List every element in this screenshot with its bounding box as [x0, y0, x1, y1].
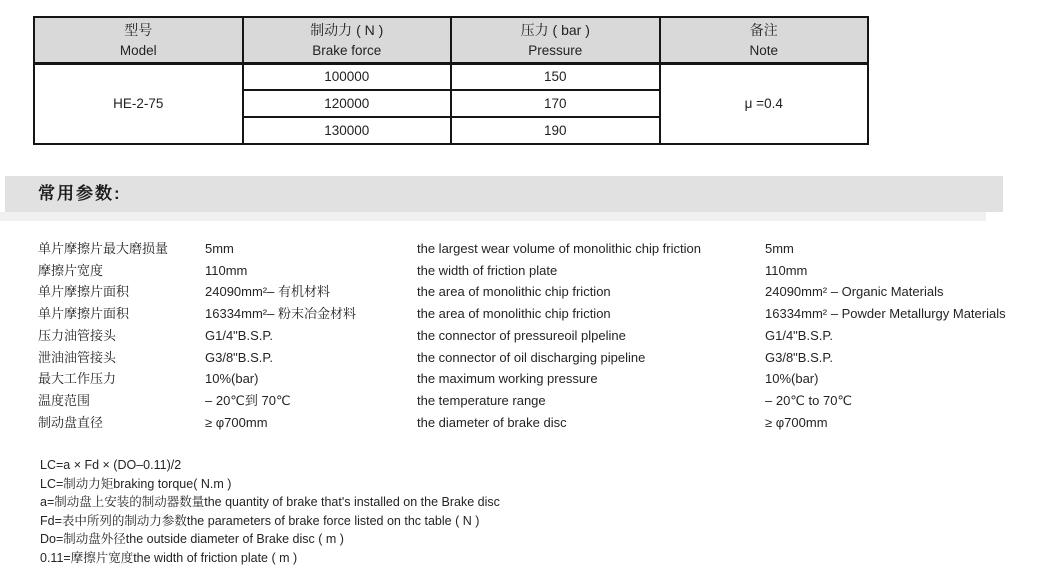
param-value-en: G1/4"B.S.P.	[765, 327, 833, 343]
formula-line: Do=制动盘外径the outside diameter of Brake disc ( m )	[40, 532, 344, 546]
brake-force-value: 100000	[243, 63, 452, 90]
column-header-note-en: Note	[749, 42, 779, 58]
param-value-en: – 20℃ to 70℃	[765, 392, 853, 408]
param-value: 5mm	[205, 241, 234, 256]
param-label-en: the area of monolithic chip friction	[417, 284, 611, 300]
column-header-brake-force-en: Brake force	[312, 42, 382, 58]
column-header-model-en: Model	[119, 42, 157, 58]
pressure-value: 150	[451, 63, 660, 90]
param-label-cn: 单片摩擦片面积	[38, 306, 130, 322]
formula-line: 0.11=摩擦片宽度the width of friction plate ( m )	[40, 550, 298, 565]
param-value: G1/4"B.S.P.	[205, 327, 273, 343]
parameters-list	[38, 238, 1006, 433]
column-header-note	[660, 17, 869, 63]
param-value: 24090mm²– 有机材料	[205, 284, 330, 300]
param-label-cn: 泄油油管接头	[38, 349, 117, 365]
param-value-en: 10%(bar)	[765, 371, 819, 387]
column-header-brake-force-cn: 制动力 ( N )	[310, 21, 384, 38]
model-cell: HE-2-75	[34, 63, 243, 144]
param-label-en: the area of monolithic chip friction	[417, 306, 611, 322]
param-label-en: the temperature range	[417, 392, 546, 408]
param-value-en: 16334mm² – Powder Metallurgy Materials	[765, 306, 1006, 322]
pressure-value: 170	[451, 90, 660, 117]
note-cell: μ =0.4	[660, 63, 869, 144]
param-label-cn: 摩擦片宽度	[38, 262, 104, 278]
column-header-pressure-en: Pressure	[528, 42, 583, 58]
column-header-pressure	[451, 17, 660, 63]
column-header-note-cn: 备注	[749, 21, 778, 38]
formula-line: LC=a × Fd × (DO–0.11)/2	[40, 458, 182, 472]
column-header-brake-force	[243, 17, 452, 63]
param-label-en: the maximum working pressure	[417, 371, 598, 387]
spec-table	[33, 16, 869, 145]
section-title: 常用参数:	[38, 184, 122, 203]
param-value: ≥ φ700mm	[205, 414, 268, 430]
param-value-en: G3/8"B.S.P.	[765, 349, 833, 365]
table-row	[34, 63, 868, 90]
param-label-en: the connector of pressureoil plpeline	[417, 327, 626, 343]
param-value: 110mm	[205, 262, 248, 278]
param-value-en: 5mm	[765, 241, 794, 256]
pressure-value: 190	[451, 117, 660, 144]
param-label-cn: 制动盘直径	[38, 414, 104, 430]
param-value: 10%(bar)	[205, 371, 259, 387]
param-label-cn: 温度范围	[38, 392, 91, 408]
formula-notes	[40, 456, 500, 567]
param-label-cn: 单片摩擦片最大磨损量	[38, 241, 169, 256]
brake-force-value: 130000	[243, 117, 452, 144]
formula-line: a=制动盘上安装的制动器数量the quantity of brake that's installed on the Brake disc	[40, 495, 500, 509]
param-value-en: 110mm	[765, 262, 808, 278]
param-label-en: the connector of oil discharging pipeline	[417, 349, 646, 365]
param-value-en: ≥ φ700mm	[765, 414, 828, 430]
formula-line: LC=制动力矩braking torque( N.m )	[40, 476, 232, 491]
param-label-cn: 最大工作压力	[38, 371, 117, 387]
section-banner-underline	[0, 212, 986, 221]
param-value: G3/8"B.S.P.	[205, 349, 273, 365]
param-value: – 20℃到 70℃	[205, 392, 291, 408]
param-label-en: the width of friction plate	[417, 262, 558, 278]
column-header-model-cn: 型号	[124, 21, 153, 38]
column-header-model	[34, 17, 243, 63]
brake-force-value: 120000	[243, 90, 452, 117]
formula-line: Fd=表中所列的制动力参数the parameters of brake force listed on thc table ( N )	[40, 513, 480, 528]
spec-table-header-row	[34, 17, 868, 63]
param-value-en: 24090mm² – Organic Materials	[765, 284, 944, 300]
section-banner	[5, 176, 1003, 212]
param-label-en: the diameter of brake disc	[417, 414, 567, 430]
column-header-pressure-cn: 压力 ( bar )	[520, 21, 590, 38]
param-label-en: the largest wear volume of monolithic chip friction	[417, 241, 701, 256]
param-label-cn: 压力油管接头	[38, 327, 117, 343]
param-label-cn: 单片摩擦片面积	[38, 284, 130, 300]
param-value: 16334mm²– 粉末冶金材料	[205, 306, 356, 322]
